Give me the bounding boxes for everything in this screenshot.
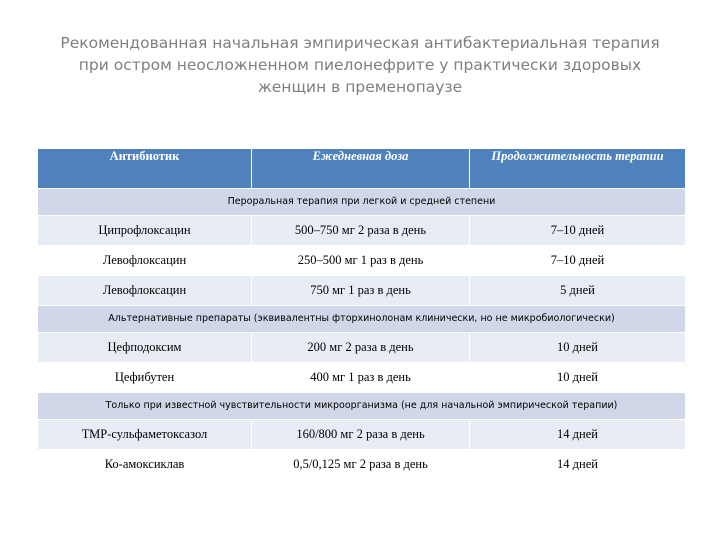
duration-cell: 14 дней	[470, 420, 686, 450]
table-row	[38, 450, 686, 480]
antibiotic-cell: Ципрофлоксацин	[38, 216, 252, 246]
duration-cell: 10 дней	[470, 333, 686, 363]
duration-cell: 10 дней	[470, 363, 686, 393]
section-row	[38, 189, 686, 216]
table-row	[38, 420, 686, 450]
duration-cell: 7–10 дней	[470, 216, 686, 246]
dose-cell: 250–500 мг 1 раз в день	[252, 246, 470, 276]
table-row	[38, 333, 686, 363]
header-daily-dose: Ежедневная доза	[252, 149, 470, 189]
table-header-row	[38, 149, 686, 189]
dose-cell: 160/800 мг 2 раза в день	[252, 420, 470, 450]
header-antibiotic: Антибиотик	[38, 149, 252, 189]
duration-cell: 5 дней	[470, 276, 686, 306]
section-row	[38, 306, 686, 333]
antibiotic-cell: ТМР-сульфаметоксазол	[38, 420, 252, 450]
table-row	[38, 363, 686, 393]
page-title: Рекомендованная начальная эмпирическая антибактериальная терапия при остром неосложненном пиелонефрите у практически здоровых женщин в пременопаузе	[60, 34, 660, 96]
dose-cell: 500–750 мг 2 раза в день	[252, 216, 470, 246]
duration-cell: 14 дней	[470, 450, 686, 480]
table-row	[38, 276, 686, 306]
table-row	[38, 246, 686, 276]
antibiotic-cell: Цефибутен	[38, 363, 252, 393]
dose-cell: 400 мг 1 раз в день	[252, 363, 470, 393]
duration-cell: 7–10 дней	[470, 246, 686, 276]
antibiotic-cell: Левофлоксацин	[38, 276, 252, 306]
dose-cell: 200 мг 2 раза в день	[252, 333, 470, 363]
header-duration: Продолжительность терапии	[470, 149, 686, 189]
table-row	[38, 216, 686, 246]
section-label: Только при известной чувствительности микроорганизма (не для начальной эмпирической терапии)	[38, 393, 686, 420]
antibiotic-therapy-table	[37, 148, 686, 480]
section-label: Альтернативные препараты (эквивалентны фторхинолонам клинически, но не микробиологически)	[38, 306, 686, 333]
section-label: Пероральная терапия при легкой и средней степени	[38, 189, 686, 216]
antibiotic-cell: Левофлоксацин	[38, 246, 252, 276]
dose-cell: 750 мг 1 раз в день	[252, 276, 470, 306]
dose-cell: 0,5/0,125 мг 2 раза в день	[252, 450, 470, 480]
section-row	[38, 393, 686, 420]
antibiotic-cell: Ко-амоксиклав	[38, 450, 252, 480]
antibiotic-cell: Цефподоксим	[38, 333, 252, 363]
